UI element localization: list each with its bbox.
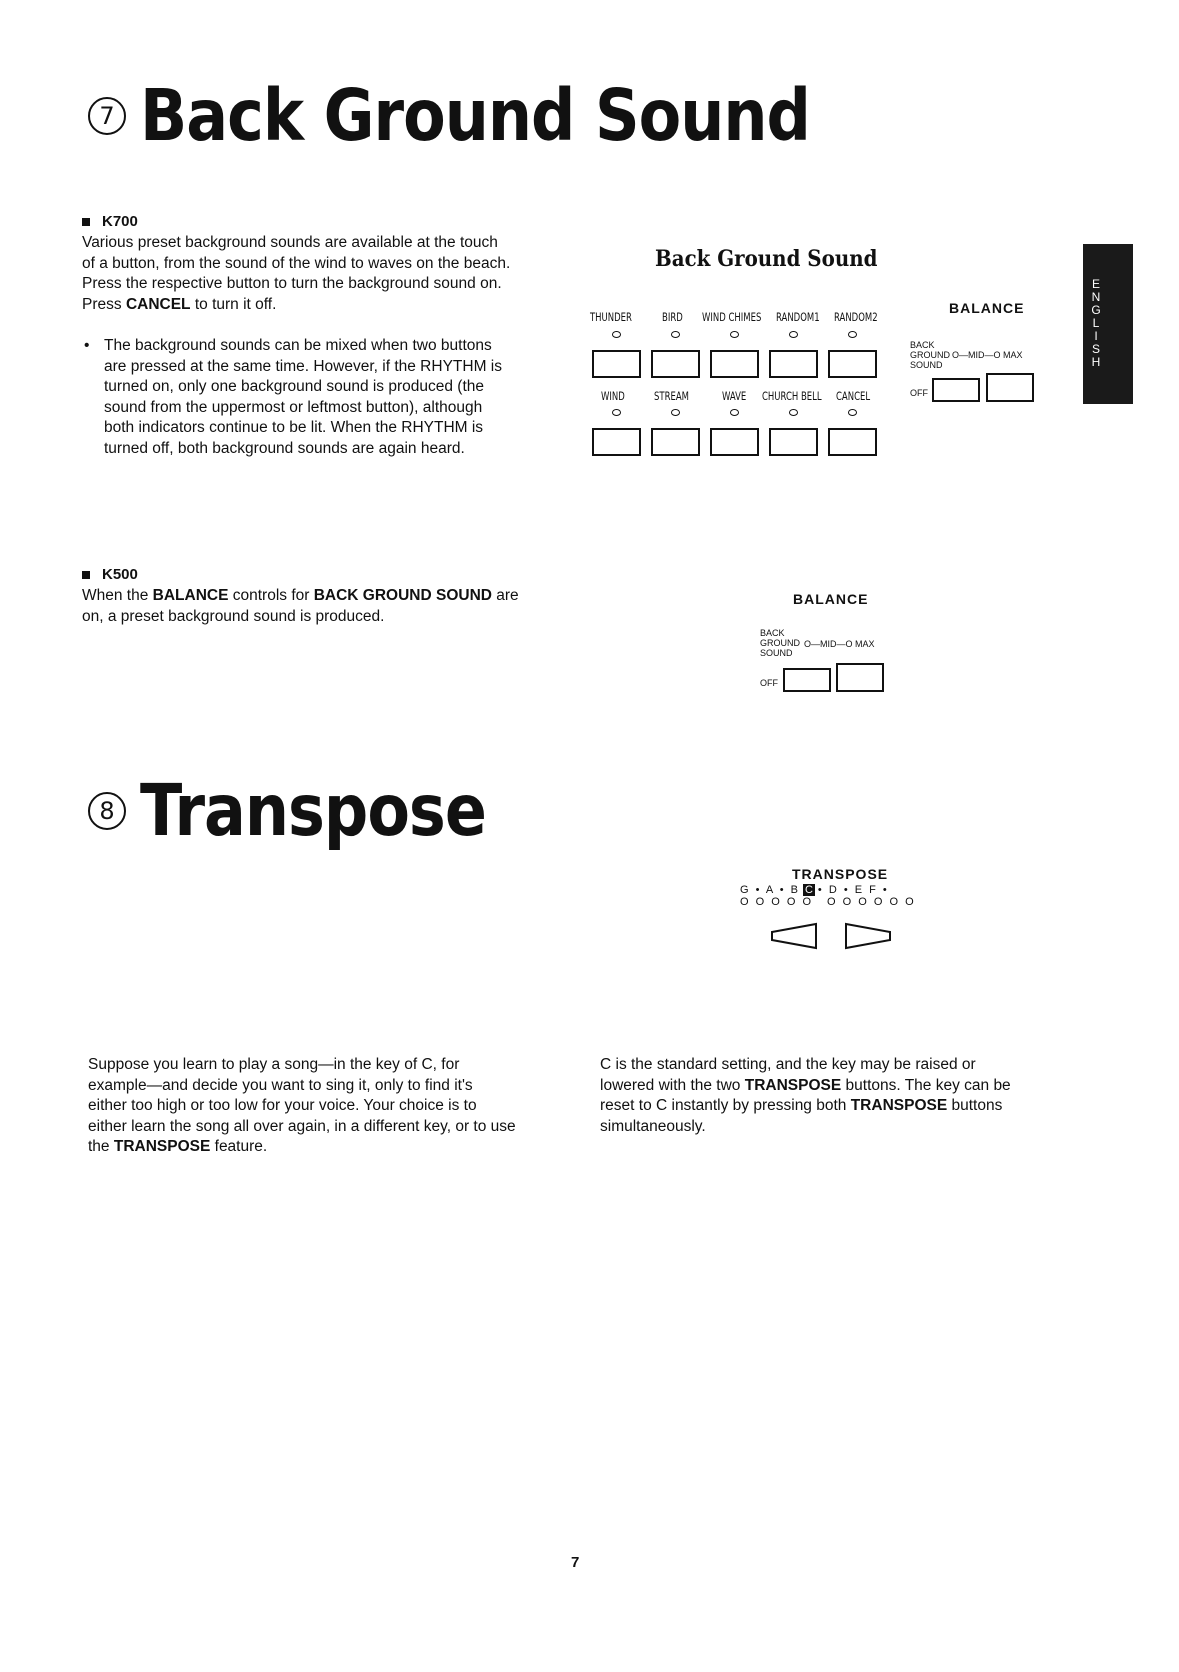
button-bird[interactable] [651, 350, 700, 378]
led-church-bell [789, 409, 798, 416]
button-stream[interactable] [651, 428, 700, 456]
bgs-logo: Back Ground Sound [655, 246, 878, 272]
page-number: 7 [571, 1554, 580, 1571]
language-tab-label: E N G L I S H [1091, 277, 1101, 369]
transpose-panel-title: TRANSPOSE [792, 866, 889, 882]
section-title: Transpose [140, 768, 486, 853]
led-cancel [848, 409, 857, 416]
k500-balance-scale: O—MID—O MAX [804, 639, 875, 649]
button-random1[interactable] [769, 350, 818, 378]
k500-subheading: K500 [82, 566, 138, 583]
transpose-leds: O O O O O O O O O O O [740, 896, 916, 908]
k700-bullet: • The background sounds can be mixed when two buttons are pressed at the same time. However, if the RHYTHM is turned on, only one background sound is produced (the sound from the uppermost or leftmost button), although both indicators continue to be lit. When the RHYTHM is turned off, both background sounds are again heard. [84, 337, 502, 457]
transpose-up-button[interactable] [846, 924, 890, 948]
label-random2: RANDOM2 [834, 310, 878, 324]
button-cancel[interactable] [828, 428, 877, 456]
led-wave [730, 409, 739, 416]
label-stream: STREAM [654, 389, 689, 403]
label-wave: WAVE [722, 389, 747, 403]
square-bullet-icon [82, 571, 90, 579]
k500-balance-side-label: BACK GROUND SOUND [760, 628, 800, 658]
led-thunder [612, 331, 621, 338]
section-title: Back Ground Sound [140, 73, 810, 158]
transpose-buttons [770, 922, 910, 952]
bullet-dot-icon: • [84, 337, 90, 354]
section-number: 8 [88, 792, 126, 830]
button-church-bell[interactable] [769, 428, 818, 456]
center-note-c: C [804, 884, 813, 896]
label-thunder: THUNDER [590, 310, 632, 324]
k500-balance-left-button[interactable] [783, 668, 831, 692]
led-random1 [789, 331, 798, 338]
transpose-text-col2: C is the standard setting, and the key may be raised or lowered with the two TRANSPOSE buttons. The key can be reset to C instantly by pressing both TRANSPOSE buttons simultaneously. [600, 1056, 1011, 1135]
label-wind-chimes: WIND CHIMES [702, 310, 762, 324]
led-wind [612, 409, 621, 416]
k700-subheading: K700 [82, 213, 138, 230]
k500-balance-right-button[interactable] [836, 663, 884, 692]
transpose-note-labels: G • A • B C • D • E F • [740, 884, 889, 896]
transpose-down-button[interactable] [772, 924, 816, 948]
button-wave[interactable] [710, 428, 759, 456]
label-church-bell: CHURCH BELL [762, 389, 822, 403]
section-number: 7 [88, 97, 126, 135]
button-wind-chimes[interactable] [710, 350, 759, 378]
k500-text: When the BALANCE controls for BACK GROUND SOUND are on, a preset background sound is produced. [82, 587, 519, 625]
section-8-heading [88, 768, 486, 853]
square-bullet-icon [82, 218, 90, 226]
k700-balance-right-button[interactable] [986, 373, 1034, 402]
k700-balance-left-button[interactable] [932, 378, 980, 402]
button-wind[interactable] [592, 428, 641, 456]
section-7-heading [88, 73, 810, 158]
k700-balance-scale: O—MID—O MAX [952, 350, 1023, 360]
led-random2 [848, 331, 857, 338]
label-cancel: CANCEL [836, 389, 871, 403]
label-bird: BIRD [662, 310, 683, 324]
label-random1: RANDOM1 [776, 310, 820, 324]
k500-balance-title: BALANCE [793, 591, 869, 607]
label-wind: WIND [601, 389, 625, 403]
button-random2[interactable] [828, 350, 877, 378]
led-bird [671, 331, 680, 338]
k500-off-label: OFF [760, 678, 778, 688]
transpose-text-col1: Suppose you learn to play a song—in the key of C, for example—and decide you want to sing it, only to find it's either too high or too low for your voice. Your choice is to either learn the song all over again, in a different key, or to use the TRANSPOSE feature. [88, 1056, 516, 1155]
led-wind-chimes [730, 331, 739, 338]
k700-balance-side-label: BACK GROUND SOUND [910, 340, 950, 370]
k700-balance-title: BALANCE [949, 300, 1025, 316]
led-stream [671, 409, 680, 416]
k700-intro: Various preset background sounds are available at the touch of a button, from the sound of the wind to waves on the beach. Press the respective button to turn the background sound on. Press CANCEL to turn it off. [82, 234, 511, 313]
k700-off-label: OFF [910, 388, 928, 398]
button-thunder[interactable] [592, 350, 641, 378]
